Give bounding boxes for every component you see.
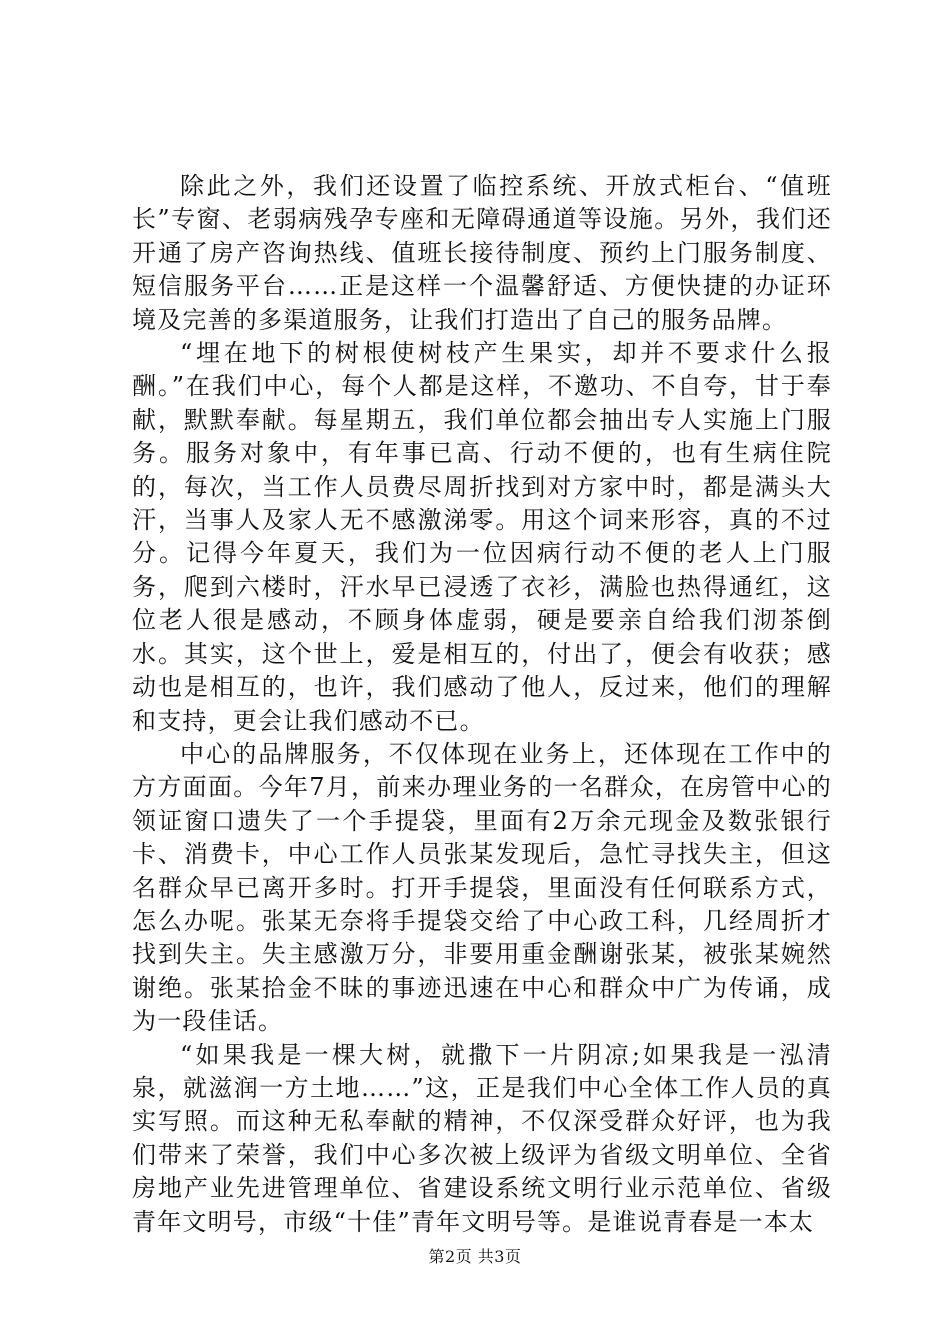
- paragraph-2: “埋在地下的树根使树枝产生果实，却并不要求什么报酬。”在我们中心，每个人都是这样，不邀功、不自夸，甘于奉献，默默奉献。每星期五，我们单位都会抽出专人实施上门服务。服务对象中，有年事已高、行动不便的，也有生病住院的，每次，当工作人员费尽周折找到对方家中时，都是满头大汗，当事人及家人无不感激涕零。用这个词来形容，真的不过分。记得今年夏天，我们为一位因病行动不便的老人上门服务，爬到六楼时，汗水早已浸透了衣衫，满脸也热得通红，这位老人很是感动，不顾身体虚弱，硬是要亲自给我们沏茶倒水。其实，这个世上，爱是相互的，付出了，便会有收获；感动也是相互的，也许，我们感动了他人，反过来，他们的理解和支持，更会让我们感动不已。: [132, 339, 832, 735]
- body-text: [132, 170, 832, 1239]
- page-footer: 第2页 共3页: [428, 1247, 522, 1266]
- paragraph-4: “如果我是一棵大树，就撒下一片阴凉;如果我是一泓清泉，就滋润一方土地……”这，正是我们中心全体工作人员的真实写照。而这种无私奉献的精神，不仅深受群众好评，也为我们带来了荣誉，我们中心多次被上级评为省级文明单位、全省房地产业先进管理单位、省建设系统文明行业示范单位、省级青年文明号，市级“十佳”青年文明号等。是谁说青春是一本太: [132, 1040, 832, 1236]
- paragraph-3: 中心的品牌服务，不仅体现在业务上，还体现在工作中的方方面面。今年7月，前来办理业务的一名群众，在房管中心的领证窗口遗失了一个手提袋，里面有2万余元现金及数张银行卡、消费卡，中心工作人员张某发现后，急忙寻找失主，但这名群众早已离开多时。打开手提袋，里面没有任何联系方式，怎么办呢。张某无奈将手提袋交给了中心政工科，几经周折才找到失主。失主感激万分，非要用重金酬谢张某，被张某婉然谢绝。张某拾金不昧的事迹迅速在中心和群众中广为传诵，成为一段佳话。: [132, 739, 832, 1036]
- paragraph-1: 除此之外，我们还设置了临控系统、开放式柜台、“值班长”专窗、老弱病残孕专座和无障碍通道等设施。另外，我们还开通了房产咨询热线、值班长接待制度、预约上门服务制度、短信服务平台……正是这样一个温馨舒适、方便快捷的办证环境及完善的多渠道服务，让我们打造出了自己的服务品牌。: [132, 172, 832, 334]
